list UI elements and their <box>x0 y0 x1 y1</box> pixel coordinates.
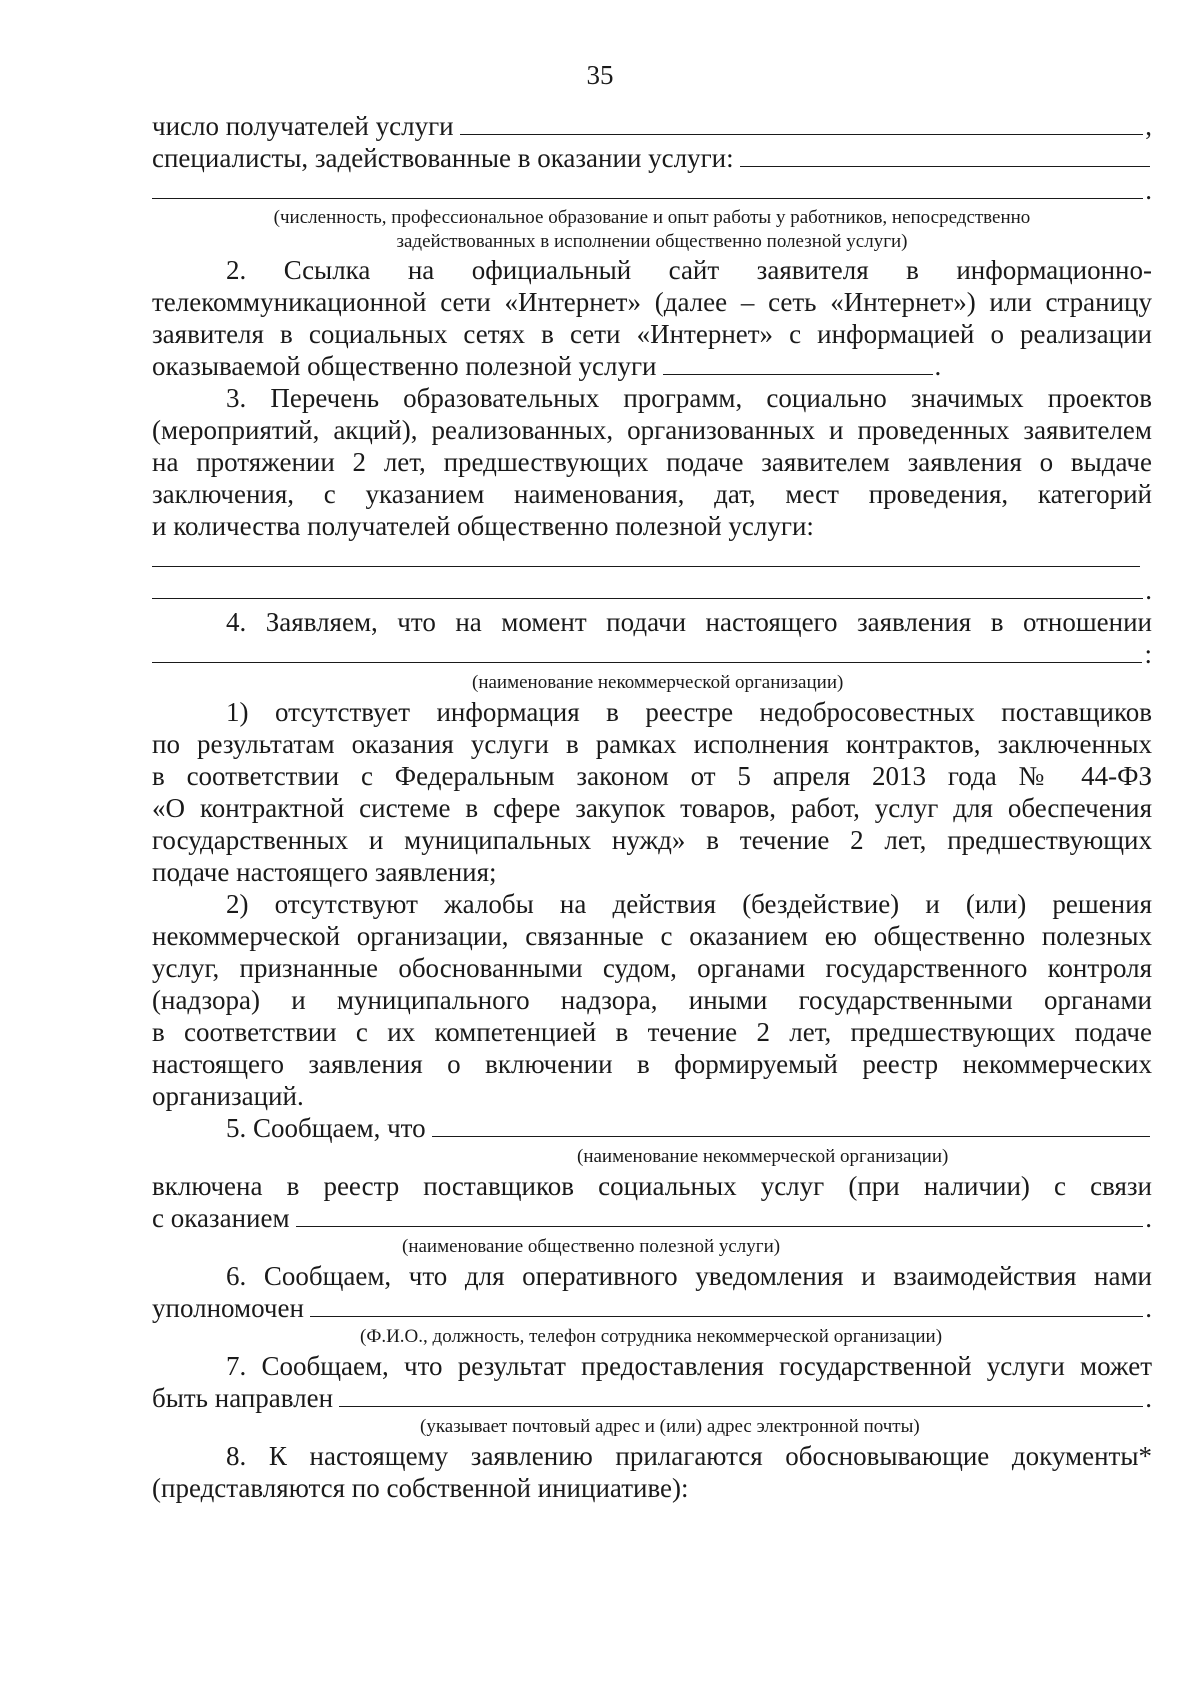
specialists-row-2 <box>152 174 1152 206</box>
specialists-label: специалисты, задействованные в оказании услуги: <box>152 143 734 173</box>
document-body <box>152 110 1152 1504</box>
item8-line1: 8. К настоящему заявлению прилагаются обосновывающие документы* <box>226 1441 1152 1471</box>
programs-row-1 <box>152 542 1152 574</box>
programs-blank-2[interactable] <box>152 598 1143 599</box>
item8-line2: (представляются по собственной инициативе): <box>152 1473 689 1503</box>
service-name-blank[interactable] <box>296 1226 1144 1227</box>
item2-line1: 2. Ссылка на официальный сайт заявителя в информационно- <box>226 255 1152 285</box>
page-number: 35 <box>586 60 614 90</box>
item2-line4-text: оказываемой общественно полезной услуги <box>152 351 657 381</box>
item2-line3: заявителя в социальных сетях в сети «Интернет» с информацией о реализации <box>152 319 1152 349</box>
item2-line4-end: . <box>934 351 942 381</box>
item6-line2 <box>152 1292 1152 1324</box>
item4-1-line3: в соответствии с Федеральным законом от 5 апреля 2013 года № 44-ФЗ <box>152 761 1152 791</box>
item4-2-line7: организаций. <box>152 1081 304 1111</box>
org-name-row <box>152 638 1152 670</box>
item4-1-line1: 1) отсутствует информация в реестре недобросовестных поставщиков <box>226 697 1152 727</box>
item5-caption1: (наименование некоммерческой организации) <box>577 1146 949 1167</box>
recipients-label: число получателей услуги <box>152 111 454 141</box>
item4-1-line6: подаче настоящего заявления; <box>152 857 497 887</box>
item3-line5: и количества получателей общественно полезной услуги: <box>152 511 814 541</box>
item4-2-line4: (надзора) и муниципального надзора, иными государственными органами <box>152 985 1152 1015</box>
org-name-caption: (наименование некоммерческой организации) <box>472 672 844 693</box>
item4-2-line6: настоящего заявления о включении в формируемый реестр некоммерческих <box>152 1049 1152 1079</box>
recipients-row <box>152 110 1152 142</box>
item5-line1-text: 5. Сообщаем, что <box>226 1113 426 1143</box>
org-name-blank[interactable] <box>152 662 1142 663</box>
website-blank[interactable] <box>663 374 933 375</box>
item5-line1 <box>152 1112 1152 1144</box>
specialists-caption-2: задействованных в исполнении общественно полезной услуги) <box>396 231 908 252</box>
item4-1-line5: государственных и муниципальных нужд» в течение 2 лет, предшествующих <box>152 825 1152 855</box>
item5-line3 <box>152 1202 1152 1234</box>
item6-caption: (Ф.И.О., должность, телефон сотрудника некоммерческой организации) <box>360 1326 943 1347</box>
item7-line1: 7. Сообщаем, что результат предоставления государственной услуги может <box>226 1351 1152 1381</box>
item2-line2: телекоммуникационной сети «Интернет» (далее – сеть «Интернет») или страницу <box>152 287 1152 317</box>
item4-2-line1: 2) отсутствуют жалобы на действия (бездействие) и (или) решения <box>226 889 1152 919</box>
recipients-blank[interactable] <box>460 134 1144 135</box>
programs-end: . <box>1145 575 1152 605</box>
item3-line3: на протяжении 2 лет, предшествующих подаче заявителем заявления о выдаче <box>152 447 1152 477</box>
specialists-blank-2[interactable] <box>152 198 1143 199</box>
specialists-row <box>152 142 1152 174</box>
recipients-end: , <box>1145 111 1152 141</box>
registry-org-blank[interactable] <box>432 1136 1150 1137</box>
item5-caption2: (наименование общественно полезной услуги) <box>402 1236 781 1257</box>
item6-line2-end: . <box>1145 1293 1152 1323</box>
org-name-end: : <box>1144 639 1152 669</box>
item5-line2: включена в реестр поставщиков социальных услуг (при наличии) с связи <box>152 1171 1152 1201</box>
item3-line1: 3. Перечень образовательных программ, социально значимых проектов <box>226 383 1152 413</box>
item3-line2: (мероприятий, акций), реализованных, организованных и проведенных заявителем <box>152 415 1152 445</box>
item3-line4: заключения, с указанием наименования, дат, мест проведения, категорий <box>152 479 1152 509</box>
authorized-person-blank[interactable] <box>310 1316 1143 1317</box>
item5-line3-text: с оказанием <box>152 1203 290 1233</box>
programs-blank-1[interactable] <box>152 566 1140 567</box>
item2-line4 <box>152 350 1152 382</box>
item7-line2 <box>152 1382 1152 1414</box>
item7-line2-end: . <box>1145 1383 1152 1413</box>
specialists-blank[interactable] <box>740 166 1150 167</box>
item7-caption: (указывает почтовый адрес и (или) адрес электронной почты) <box>420 1416 920 1437</box>
item5-line3-end: . <box>1145 1203 1152 1233</box>
specialists-end: . <box>1145 175 1152 205</box>
item4-1-line2: по результатам оказания услуги в рамках исполнения контрактов, заключенных <box>152 729 1152 759</box>
item7-line2-text: быть направлен <box>152 1383 334 1413</box>
specialists-caption-1: (численность, профессиональное образование и опыт работы у работников, непосредственно <box>273 207 1031 228</box>
programs-row-2 <box>152 574 1152 606</box>
item6-line1: 6. Сообщаем, что для оперативного уведомления и взаимодействия нами <box>226 1261 1152 1291</box>
item4-line1: 4. Заявляем, что на момент подачи настоящего заявления в отношении <box>226 607 1152 637</box>
delivery-address-blank[interactable] <box>339 1406 1143 1407</box>
item6-line2-text: уполномочен <box>152 1293 304 1323</box>
item4-1-line4: «О контрактной системе в сфере закупок товаров, работ, услуг для обеспечения <box>152 793 1152 823</box>
item4-2-line5: в соответствии с их компетенцией в течение 2 лет, предшествующих подаче <box>152 1017 1152 1047</box>
item4-2-line2: некоммерческой организации, связанные с оказанием ею общественно полезных <box>152 921 1152 951</box>
item4-2-line3: услуг, признанные обоснованными судом, органами государственного контроля <box>152 953 1152 983</box>
